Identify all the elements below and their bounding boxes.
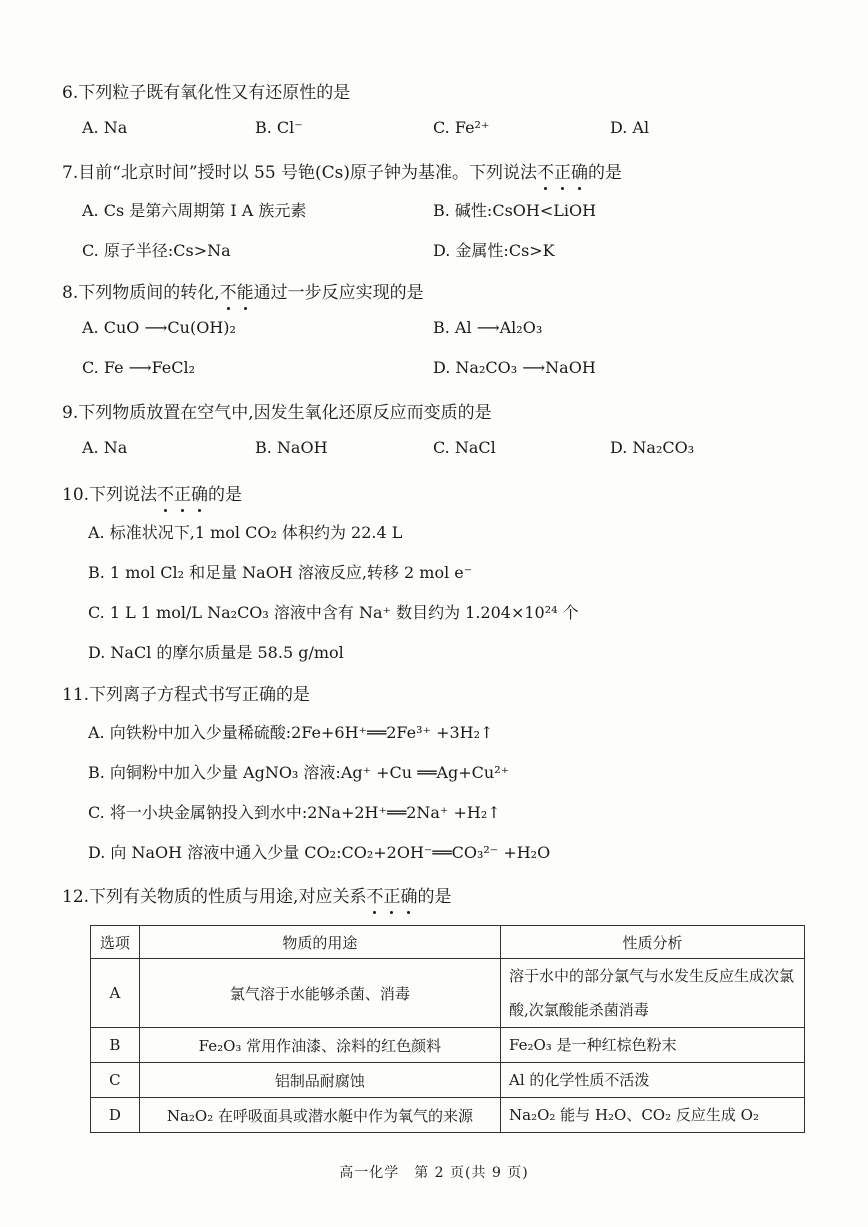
emphasis-char: 确 — [400, 882, 417, 907]
q8-option-c: C. Fe ⟶FeCl₂ — [82, 358, 196, 377]
q10-emphasis — [157, 485, 208, 505]
header-use: 物质的用途 — [139, 926, 500, 959]
q10-stem-text: 10.下列说法 — [62, 485, 158, 505]
row-use: Fe₂O₃ 常用作油漆、涂料的红色颜料 — [139, 1028, 500, 1063]
header-analysis: 性质分析 — [501, 926, 805, 959]
q8-option-b: B. Al ⟶Al₂O₃ — [433, 318, 543, 337]
table-row — [91, 1028, 805, 1063]
row-use: Na₂O₂ 在呼吸面具或潜水艇中作为氧气的来源 — [139, 1098, 500, 1133]
q10-option-c: C. 1 L 1 mol/L Na₂CO₃ 溶液中含有 Na⁺ 数目约为 1.204×10²⁴ 个 — [88, 603, 579, 622]
question-9-stem: 9.下列物质放置在空气中,因发生氧化还原反应而变质的是 — [62, 403, 492, 423]
row-analysis: 溶于水中的部分氯气与水发生反应生成次氯酸,次氯酸能杀菌消毒 — [501, 959, 805, 1028]
q8-option-a: A. CuO ⟶Cu(OH)₂ — [82, 318, 236, 337]
q6-option-c: C. Fe²⁺ — [433, 118, 490, 137]
q6-option-b: B. Cl⁻ — [255, 118, 303, 137]
emphasis-char: 确 — [571, 158, 588, 183]
emphasis-char: 正 — [174, 480, 191, 505]
q10-option-b: B. 1 mol Cl₂ 和足量 NaOH 溶液反应,转移 2 mol e⁻ — [88, 563, 473, 582]
q8-option-d: D. Na₂CO₃ ⟶NaOH — [433, 358, 596, 377]
q6-option-a: A. Na — [82, 118, 128, 137]
q8-stem-end: 通过一步反应实现的是 — [253, 283, 424, 303]
emphasis-char: 能 — [237, 278, 254, 303]
row-use: 铝制品耐腐蚀 — [139, 1063, 500, 1098]
q12-emphasis — [366, 887, 417, 907]
q7-option-a: A. Cs 是第六周期第 Ⅰ A 族元素 — [82, 201, 307, 220]
q9-option-a: A. Na — [82, 438, 128, 457]
q8-stem-text: 8.下列物质间的转化, — [62, 283, 220, 303]
emphasis-char: 确 — [191, 480, 208, 505]
emphasis-char: 不 — [220, 278, 237, 303]
q7-option-d: D. 金属性:Cs>K — [433, 241, 555, 260]
q9-option-b: B. NaOH — [255, 438, 328, 457]
q10-stem-end: 的是 — [208, 485, 243, 505]
q7-stem-end: 的是 — [588, 163, 623, 183]
table-header-row — [91, 926, 805, 959]
question-6-stem: 6.下列粒子既有氧化性又有还原性的是 — [62, 83, 351, 103]
q7-emphasis — [537, 163, 588, 183]
page-footer: 高一化学 第 2 页(共 9 页) — [339, 1165, 529, 1181]
emphasis-char: 不 — [157, 480, 174, 505]
q11-option-c: C. 将一小块金属钠投入到水中:2Na+2H⁺══2Na⁺ +H₂↑ — [88, 803, 501, 822]
table-row — [91, 959, 805, 1028]
property-use-table — [90, 925, 805, 1133]
question-11-stem: 11.下列离子方程式书写正确的是 — [62, 685, 311, 705]
row-label: A — [91, 959, 140, 1028]
table-row — [91, 1063, 805, 1098]
q7-stem-text: 7.目前“北京时间”授时以 55 号铯(Cs)原子钟为基准。下列说法 — [62, 163, 538, 183]
row-use: 氯气溶于水能够杀菌、消毒 — [139, 959, 500, 1028]
q12-stem-end: 的是 — [417, 887, 452, 907]
q9-option-c: C. NaCl — [433, 438, 496, 457]
q6-option-d: D. Al — [610, 118, 650, 137]
question-12-stem — [62, 882, 451, 907]
emphasis-char: 正 — [554, 158, 571, 183]
emphasis-char: 不 — [537, 158, 554, 183]
table-row — [91, 1098, 805, 1133]
q11-option-b: B. 向铜粉中加入少量 AgNO₃ 溶液:Ag⁺ +Cu ══Ag+Cu²⁺ — [88, 763, 510, 782]
header-option: 选项 — [91, 926, 140, 959]
q11-option-d: D. 向 NaOH 溶液中通入少量 CO₂:CO₂+2OH⁻══CO₃²⁻ +H₂O — [88, 843, 551, 862]
q8-emphasis — [220, 283, 254, 303]
row-label: B — [91, 1028, 140, 1063]
emphasis-char: 不 — [366, 882, 383, 907]
q10-option-a: A. 标准状况下,1 mol CO₂ 体积约为 22.4 L — [88, 523, 403, 542]
question-7-stem — [62, 158, 622, 183]
row-label: D — [91, 1098, 140, 1133]
row-label: C — [91, 1063, 140, 1098]
emphasis-char: 正 — [383, 882, 400, 907]
question-8-stem — [62, 278, 424, 303]
question-10-stem — [62, 480, 242, 505]
row-analysis: Al 的化学性质不活泼 — [501, 1063, 805, 1098]
q9-option-d: D. Na₂CO₃ — [610, 438, 695, 457]
q7-option-c: C. 原子半径:Cs>Na — [82, 241, 231, 260]
q11-option-a: A. 向铁粉中加入少量稀硫酸:2Fe+6H⁺══2Fe³⁺ +3H₂↑ — [88, 723, 494, 742]
q7-option-b: B. 碱性:CsOH<LiOH — [433, 201, 597, 220]
q10-option-d: D. NaCl 的摩尔质量是 58.5 g/mol — [88, 643, 344, 662]
q12-stem-text: 12.下列有关物质的性质与用途,对应关系 — [62, 887, 367, 907]
row-analysis: Fe₂O₃ 是一种红棕色粉末 — [501, 1028, 805, 1063]
row-analysis: Na₂O₂ 能与 H₂O、CO₂ 反应生成 O₂ — [501, 1098, 805, 1133]
